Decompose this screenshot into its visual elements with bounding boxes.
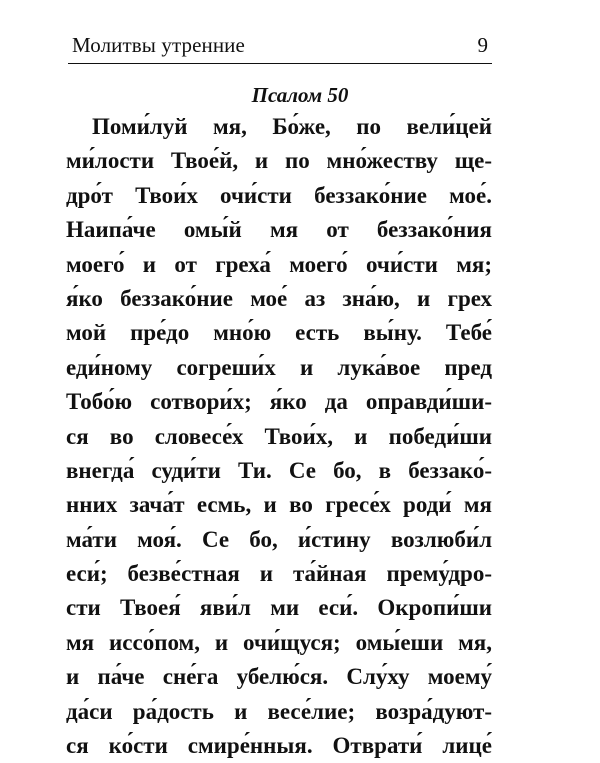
text-line: да́си ра́дость и весе́лие; возра́дуют- xyxy=(66,698,492,724)
text-line: Наипа́че омы́й мя от беззако́ния xyxy=(66,217,492,243)
running-title: Молитвы утренние xyxy=(72,33,245,57)
text-line: внегда́ суди́ти Ти. Се бо, в беззако́- xyxy=(66,457,492,483)
text-line: дро́т Твои́х очи́сти беззако́ние мое́. xyxy=(66,182,492,208)
header-rule xyxy=(68,63,492,64)
text-line: и па́че сне́га убелю́ся. Слу́ху моему́ xyxy=(66,664,492,690)
text-line: я́ко беззако́ние мое́ аз зна́ю, и грех xyxy=(66,285,492,311)
text-line: Поми́луй мя, Бо́же, по вели́цей xyxy=(92,114,492,139)
page-number: 9 xyxy=(477,33,488,57)
text-line: ся во словесе́х Твои́х, и победи́ши xyxy=(66,423,492,449)
running-head xyxy=(72,32,488,58)
text-line: ся ко́сти смире́нныя. Отврати́ лице́ xyxy=(66,733,492,759)
text-line: сти Твоея́ яви́л ми еси́. Окропи́ши xyxy=(66,595,492,621)
text-line: нних зача́т есмь, и во гресе́х роди́ мя xyxy=(66,492,492,518)
text-line: ми́лости Твое́й, и по мно́жеству ще- xyxy=(66,148,492,174)
text-line: ма́ти моя́. Се бо, и́стину возлюби́л xyxy=(66,526,492,552)
text-line: мя иссо́пом, и очи́щуся; омы́еши мя, xyxy=(66,629,492,655)
text-line: моего́ и от греха́ моего́ очи́сти мя; xyxy=(66,251,492,277)
psalm-text xyxy=(66,110,492,763)
psalm-title: Псалом 50 xyxy=(251,83,349,107)
text-line: мой пре́до мно́ю есть вы́ну. Тебе́ xyxy=(66,320,492,346)
text-line: еси́; безве́стная и та́йная прему́дро- xyxy=(66,561,492,587)
text-line: еди́ному согреши́х и лука́вое пред xyxy=(66,354,492,380)
text-line: Тобо́ю сотвори́х; я́ко да оправди́ши- xyxy=(66,389,492,415)
